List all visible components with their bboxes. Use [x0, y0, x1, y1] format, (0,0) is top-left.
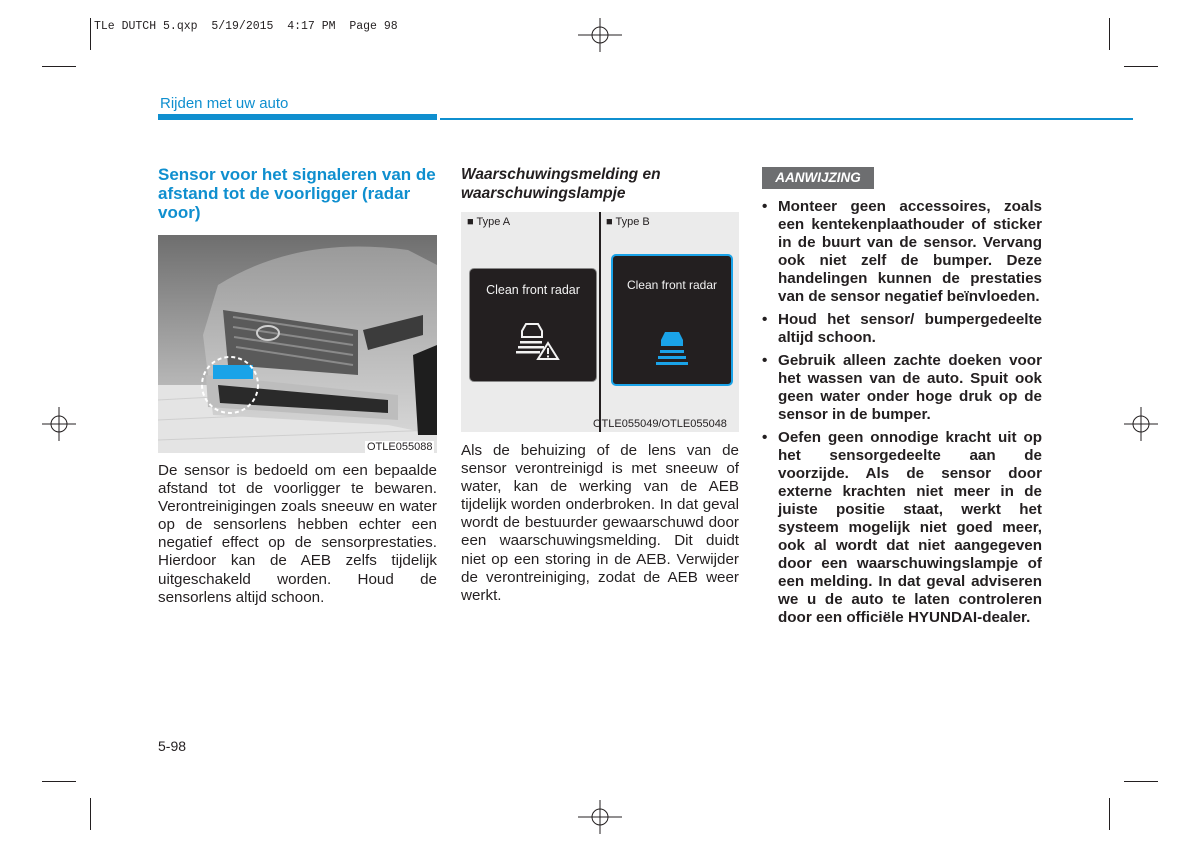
list-item-text: Monteer geen accessoires, zoals een kentekenplaathouder of sticker in de buurt van de sensor. Vervang ook niet zelf de bumper. Deze handelingen kunnen de prestaties van de sensor negatief beïnvloeden.	[778, 198, 1042, 305]
bullet-icon: •	[762, 352, 768, 369]
body-paragraph: De sensor is bedoeld om een bepaalde afstand tot de voorligger te bewaren. Verontreinigingen zoals sneeuw en water op de sensorlens hebben echter een negatief effect op de sensorprestaties. Hierdoor kan de AEB zelfs tijdelijk uitgeschakeld worden. Houd de sensorlens altijd schoon.	[158, 462, 437, 606]
list-item-text: Houd het sensor/ bumpergedeelte altijd schoon.	[778, 311, 1042, 346]
crop-mark	[1124, 66, 1158, 67]
radar-car-icon	[655, 330, 689, 366]
print-slug: TLe DUTCH 5.qxp 5/19/2015 4:17 PM Page 98	[94, 20, 398, 33]
panel-divider	[599, 212, 601, 432]
radar-warning-icon	[514, 321, 560, 361]
crop-mark	[90, 18, 91, 50]
header-bar	[158, 114, 437, 120]
note-badge: AANWIJZING	[762, 167, 874, 189]
crop-mark	[90, 798, 91, 830]
bullet-icon: •	[762, 429, 768, 446]
bullet-icon: •	[762, 311, 768, 328]
type-a-label: ■ Type A	[467, 216, 511, 228]
type-b-message: Clean front radar	[626, 278, 718, 292]
crop-mark	[42, 781, 76, 782]
list-item	[762, 198, 1042, 306]
section-heading: Sensor voor het signaleren van de afstand tot de voorligger (radar voor)	[158, 165, 436, 222]
list-item-text: Gebruik alleen zachte doeken voor het wassen van de auto. Spuit ook geen water onder hoge druk op de sensor in de bumper.	[778, 352, 1042, 423]
registration-mark-icon	[578, 800, 622, 834]
list-item-text: Oefen geen onnodige kracht uit op het sensorgedeelte aan de voorzijde. Als de sensor door externe krachten niet meer in de juiste positie staat, werkt het systeem mogelijk niet goed meer, ook al wordt dat niet aangegeven door een waarschuwingslampje of een melding. In dat geval adviseren we u de auto te laten controleren door een officiële HYUNDAI-dealer.	[778, 429, 1042, 626]
list-item	[762, 429, 1042, 627]
bullet-icon: •	[762, 198, 768, 215]
warning-illustration-panel	[461, 212, 739, 432]
section-subheading: Waarschuwingsmelding en waarschuwingslampje	[461, 166, 661, 202]
registration-mark-icon	[1124, 407, 1158, 441]
crop-mark	[1124, 781, 1158, 782]
body-paragraph: Als de behuizing of de lens van de sensor verontreinigd is met sneeuw of water, kan de werking van de AEB tijdelijk worden onderbroken. In dat geval wordt de bestuurder gewaarschuwd door een waarschuwingsmelding. Dit duidt niet op een storing in de AEB. Verwijder de verontreiniging, zodat de AEB weer werkt.	[461, 442, 739, 604]
image-code: OTLE055088	[367, 441, 433, 453]
registration-mark-icon	[42, 407, 76, 441]
section-title: Rijden met uw auto	[160, 95, 289, 112]
crop-mark	[1109, 18, 1110, 50]
header-rule	[440, 118, 1133, 120]
car-front-photo	[158, 235, 437, 453]
page-number: 5-98	[158, 738, 187, 754]
car-front-illustration	[158, 235, 437, 453]
type-b-label: ■ Type B	[606, 216, 650, 228]
note-bullet-list	[762, 198, 1042, 632]
type-a-message: Clean front radar	[486, 283, 580, 297]
image-code: OTLE055049/OTLE055048	[593, 418, 727, 430]
list-item	[762, 352, 1042, 424]
list-item	[762, 311, 1042, 347]
crop-mark	[1109, 798, 1110, 830]
type-a-cluster-screen	[469, 268, 597, 382]
type-b-cluster-screen	[611, 254, 733, 386]
crop-mark	[42, 66, 76, 67]
registration-mark-icon	[578, 18, 622, 52]
